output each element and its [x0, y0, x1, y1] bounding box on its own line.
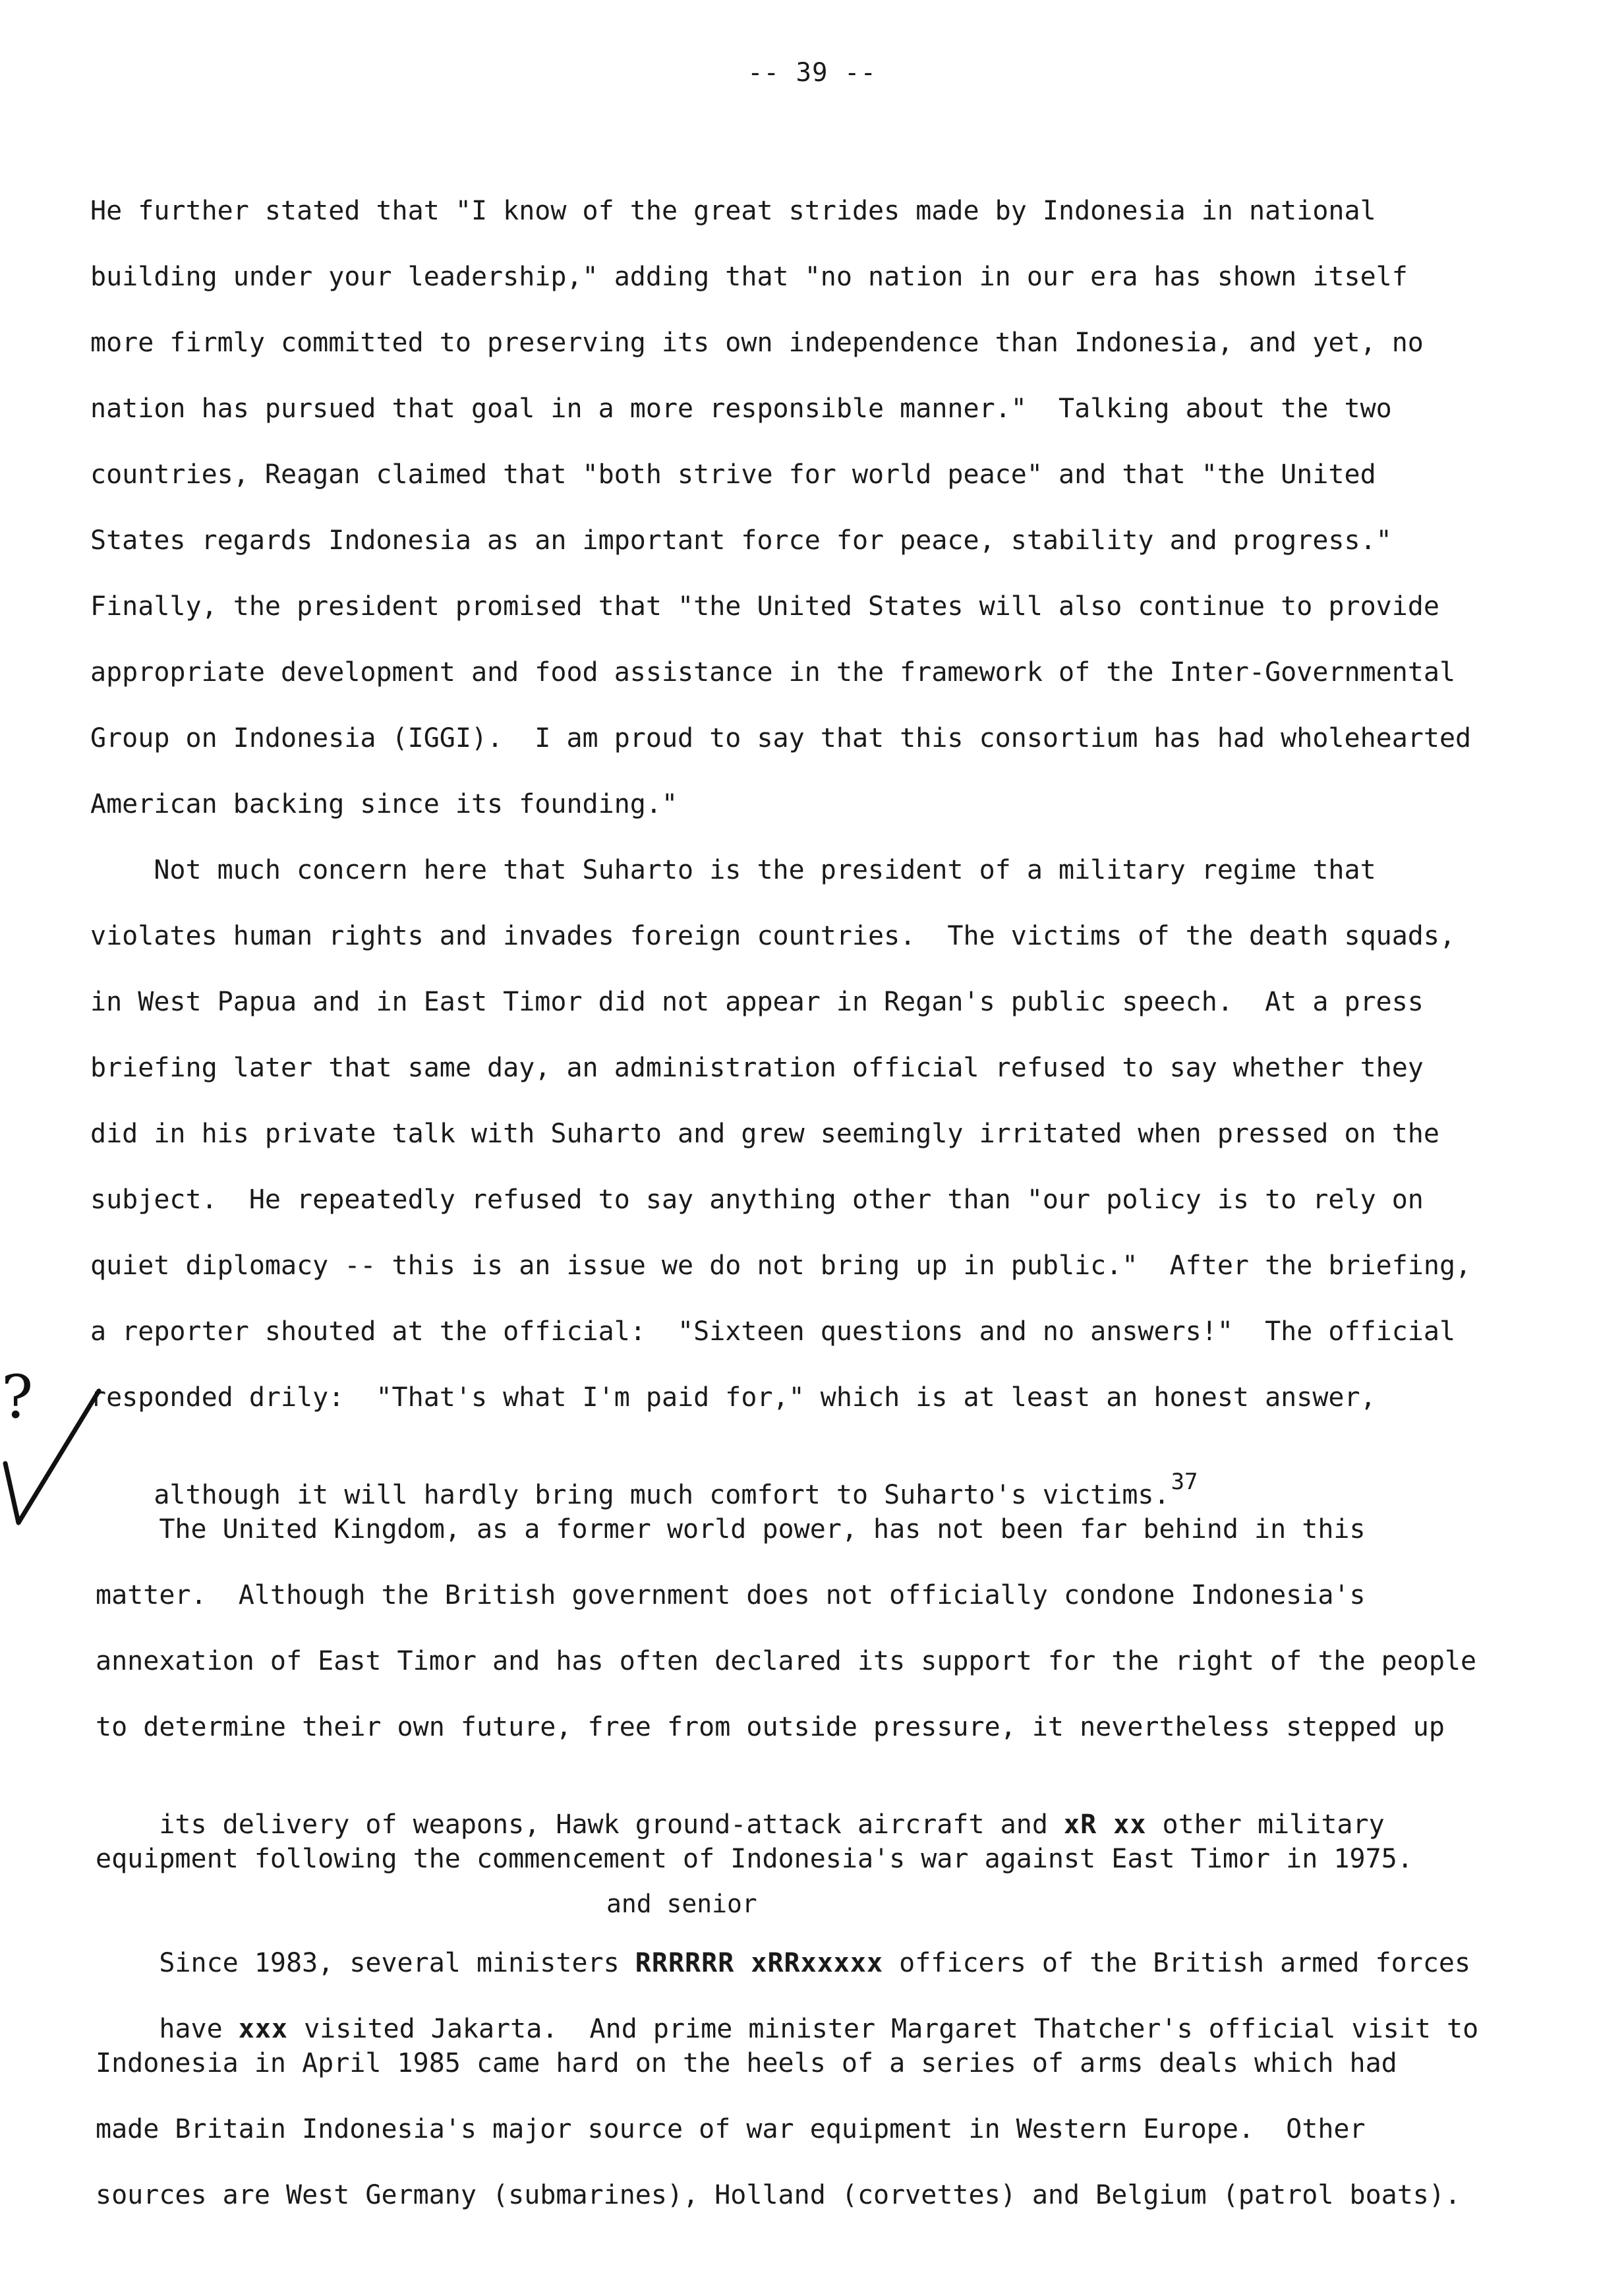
text-line-content: officers of the British armed forces: [883, 1948, 1471, 1978]
text-line: Indonesia in April 1985 came hard on the heels of a series of arms deals which had: [96, 2048, 1397, 2078]
text-line: He further stated that "I know of the great strides made by Indonesia in national: [90, 196, 1376, 226]
text-line: sources are West Germany (submarines), Holland (corvettes) and Belgium (patrol boats).: [96, 2180, 1461, 2210]
handwritten-insertion: and senior: [606, 1889, 757, 1918]
text-line: made Britain Indonesia's major source of war equipment in Western Europe. Other: [96, 2114, 1366, 2144]
text-line: Finally, the president promised that "the United States will also continue to provide: [90, 591, 1439, 622]
text-line: American backing since its founding.": [90, 789, 678, 819]
text-line: more firmly committed to preserving its own independence than Indonesia, and yet, no: [90, 328, 1424, 358]
margin-annotation-mark: [0, 1365, 112, 1562]
text-line-content: have: [159, 2014, 239, 2044]
text-line: States regards Indonesia as an important force for peace, stability and progress.": [90, 525, 1392, 556]
text-line: quiet diplomacy -- this is an issue we do not bring up in public." After the briefing,: [90, 1250, 1472, 1281]
text-line-content: other military: [1146, 1809, 1385, 1840]
text-line-content: its delivery of weapons, Hawk ground-attack aircraft and: [159, 1809, 1064, 1840]
text-line: to determine their own future, free from outside pressure, it nevertheless stepped up: [96, 1712, 1445, 1742]
text-line-content: visited Jakarta. And prime minister Margaret Thatcher's official visit to: [288, 2014, 1479, 2044]
text-line: matter. Although the British government does not officially condone Indonesia's: [96, 1580, 1366, 1610]
text-line: building under your leadership," adding that "no nation in our era has shown itself: [90, 262, 1408, 292]
text-line: Group on Indonesia (IGGI). I am proud to say that this consortium has had wholehearted: [90, 723, 1472, 753]
struck-out-text: xR xx: [1064, 1809, 1147, 1840]
text-line: violates human rights and invades foreign countries. The victims of the death squads,: [90, 921, 1456, 951]
page-number: -- 39 --: [747, 58, 877, 88]
text-line: countries, Reagan claimed that "both strive for world peace" and that "the United: [90, 459, 1376, 490]
text-line: nation has pursued that goal in a more responsible manner." Talking about the two: [90, 394, 1392, 424]
text-line-content: although it will hardly bring much comfort to Suharto's victims.: [154, 1480, 1170, 1510]
text-line: briefing later that same day, an administration official refused to say whether they: [90, 1053, 1424, 1083]
struck-out-text: RRRRRR xRRxxxxx: [635, 1948, 884, 1978]
footnote-ref: 37: [1171, 1469, 1198, 1495]
text-line: annexation of East Timor and has often declared its support for the right of the people: [96, 1646, 1477, 1676]
text-line: The United Kingdom, as a former world power, has not been far behind in this: [96, 1514, 1366, 1544]
text-line: a reporter shouted at the official: "Sixteen questions and no answers!" The official: [90, 1316, 1456, 1347]
struck-out-text: xxx: [238, 2014, 288, 2044]
text-line: responded drily: "That's what I'm paid for," which is at least an honest answer,: [90, 1382, 1376, 1413]
text-line-content: Since 1983, several ministers: [159, 1948, 635, 1978]
text-line: did in his private talk with Suharto and grew seemingly irritated when pressed on the: [90, 1119, 1439, 1149]
text-line: equipment following the commencement of Indonesia's war against East Timor in 1975.: [96, 1844, 1413, 1874]
text-line: in West Papua and in East Timor did not appear in Regan's public speech. At a press: [90, 987, 1424, 1017]
text-line: Not much concern here that Suharto is the president of a military regime that: [90, 855, 1376, 885]
text-line: appropriate development and food assistance in the framework of the Inter-Governmental: [90, 657, 1456, 688]
margin-question-mark: ?: [1, 1365, 34, 1432]
text-line: subject. He repeatedly refused to say anything other than "our policy is to rely on: [90, 1185, 1424, 1215]
